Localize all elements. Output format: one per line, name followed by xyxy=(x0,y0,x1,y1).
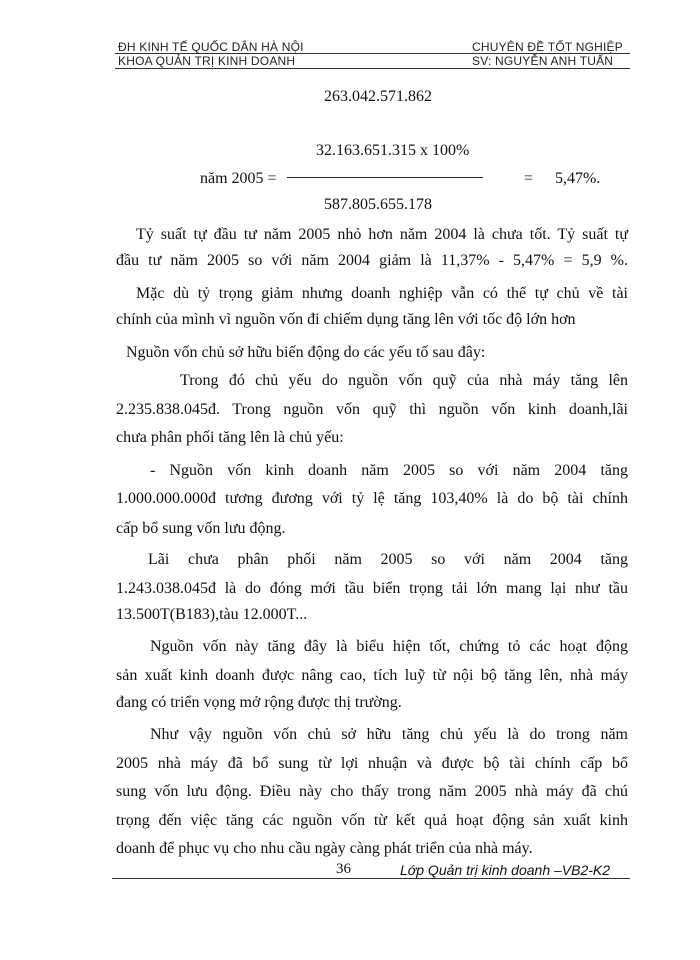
formula-result: 5,47%. xyxy=(555,170,601,187)
paragraph-line: Nguồn vốn này tăng đây là biểu hiện tốt, chứng tỏ các hoạt động xyxy=(150,638,628,655)
formula-denominator: 587.805.655.178 xyxy=(324,196,432,213)
paragraph-line: Mặc dù tỷ trọng giảm nhưng doanh nghiệp vẫn có thể tự chủ về tài xyxy=(136,285,628,302)
header-divider-bottom xyxy=(115,68,630,69)
formula-top-value: 263.042.571.862 xyxy=(324,88,432,105)
paragraph-line: 13.500T(B183),tàu 12.000T... xyxy=(116,606,308,623)
header-student: SV: NGUYỄN ANH TUẤN xyxy=(472,54,614,68)
formula-numerator: 32.163.651.315 x 100% xyxy=(316,142,470,159)
paragraph-line: chưa phân phối tăng lên là chủ yếu: xyxy=(116,429,344,446)
paragraph-line: chính của mình vì nguồn vốn đi chiếm dụng tăng lên với tốc độ lớn hơn xyxy=(116,311,576,328)
header-report-type: CHUYÊN ĐỀ TỐT NGHIỆP xyxy=(472,40,623,54)
paragraph-line: Như vậy nguồn vốn chủ sở hữu tăng chủ yếu là do trong năm xyxy=(150,726,628,743)
paragraph-line: 2.235.838.045đ. Trong nguồn vốn quỹ thì nguồn vốn kinh doanh,lãi xyxy=(116,401,628,418)
header-faculty: KHOA QUẢN TRỊ KINH DOANH xyxy=(118,54,296,68)
paragraph-line: đang có triển vọng mở rộng được thị trường. xyxy=(116,694,402,711)
paragraph-line: doanh để phục vụ cho nhu cầu ngày càng phát triển của nhà máy. xyxy=(116,840,533,857)
formula-label: năm 2005 = xyxy=(200,170,277,187)
formula-equals: = xyxy=(524,170,534,187)
paragraph-line: 2005 nhà máy đã bổ sung từ lợi nhuận và được bộ tài chính cấp bổ xyxy=(116,755,628,772)
header-divider xyxy=(115,53,630,54)
paragraph-line: Nguồn vốn chủ sở hữu biến động do các yếu tố sau đây: xyxy=(126,344,486,361)
paragraph-line: Tỷ suất tự đầu tư năm 2005 nhỏ hơn năm 2004 là chưa tốt. Tỷ suất tự xyxy=(136,226,628,243)
paragraph-line: Lãi chưa phân phối năm 2005 so với năm 2004 tăng xyxy=(148,551,628,568)
fraction-bar xyxy=(287,177,483,178)
paragraph-line: 1.243.038.045đ là do đóng mới tầu biển trọng tải lớn mang lại như tầu xyxy=(116,580,628,597)
paragraph-line: sung vốn lưu động. Điều này cho thấy trong năm 2005 nhà máy đã chú xyxy=(116,783,628,800)
page-number: 36 xyxy=(336,861,351,877)
paragraph-line: cấp bổ sung vốn lưu động. xyxy=(116,520,286,537)
footer-class-label: Lớp Quản trị kinh doanh –VB2-K2 xyxy=(400,862,611,878)
paragraph-line: trọng đến việc tăng các nguồn vốn từ kết quả hoạt động sản xuất kinh xyxy=(116,812,628,829)
paragraph-line: 1.000.000.000đ tương đương với tỷ lệ tăng 103,40% là do bộ tài chính xyxy=(116,490,628,507)
footer-divider xyxy=(112,878,630,879)
paragraph-line: Trong đó chủ yếu do nguồn vốn quỹ của nhà máy tăng lên xyxy=(180,372,628,389)
paragraph-line: sản xuất kinh doanh được nâng cao, tích luỹ từ nội bộ tăng lên, nhà máy xyxy=(116,667,628,684)
header-school: ĐH KINH TẾ QUỐC DÂN HÀ NỘI xyxy=(118,40,304,54)
paragraph-line: đầu tư năm 2005 so với năm 2004 giảm là 11,37% - 5,47% = 5,9 %. xyxy=(116,252,628,269)
list-item-line: - Nguồn vốn kinh doanh năm 2005 so với năm 2004 tăng xyxy=(150,462,628,479)
